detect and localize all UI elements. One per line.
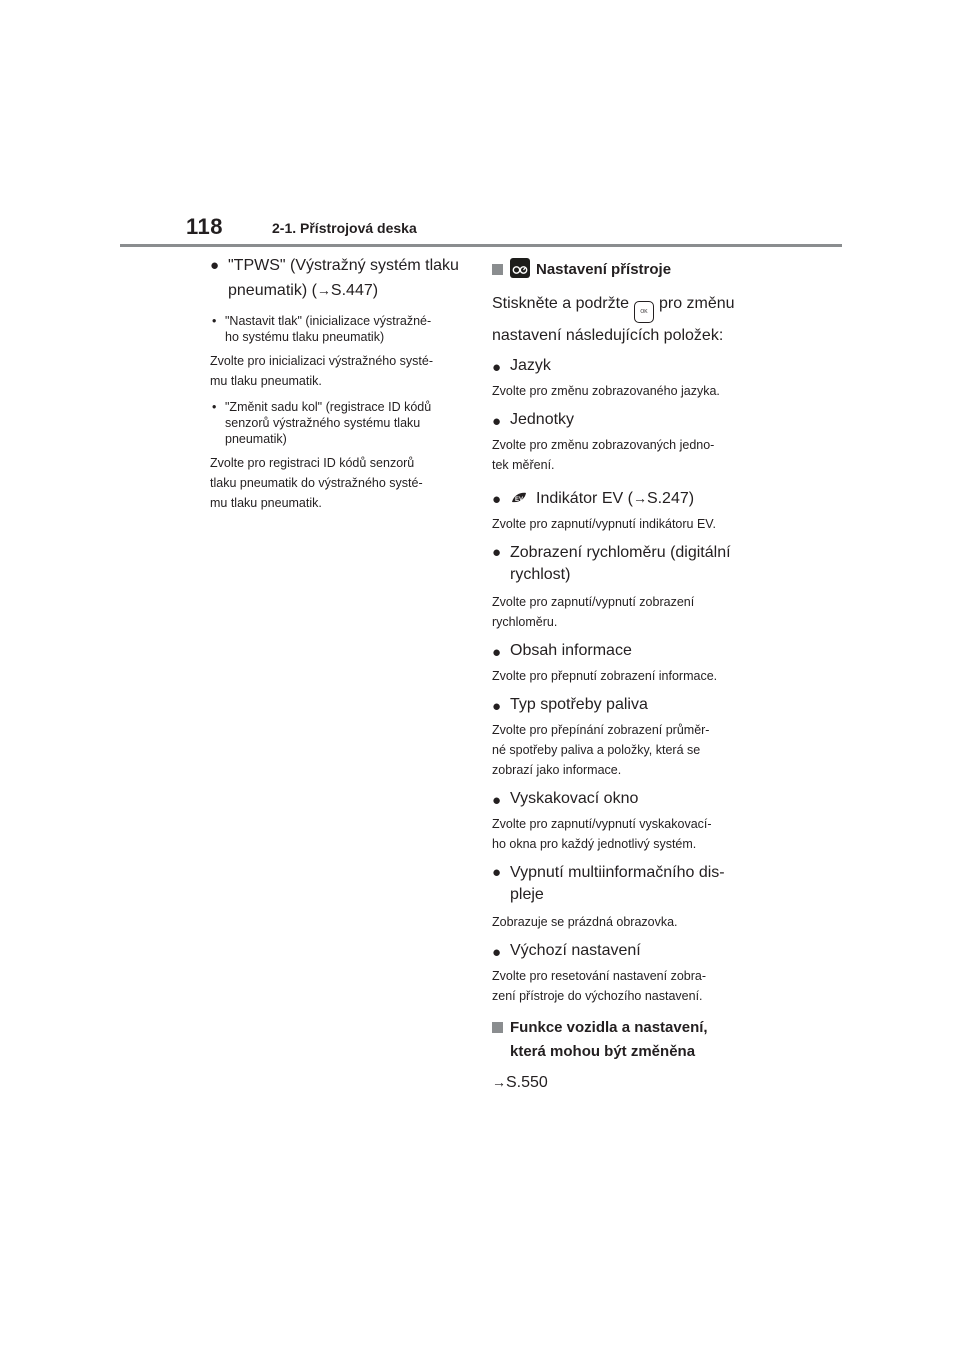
intro-text (492, 291, 754, 349)
desc2-line3: mu tlaku pneumatik. (210, 496, 322, 510)
left-column (210, 254, 468, 513)
bullet-tpws-line1: "TPWS" (Výstražný systém tlaku (228, 257, 459, 274)
heading2-line2: která mohou být změněna (510, 1043, 696, 1060)
heading2-line1: Funkce vozidla a nastavení, (510, 1019, 708, 1036)
bullet-dot-icon: ● (492, 792, 502, 809)
item-rychlomer-desc-line2: rychloměru. (492, 615, 558, 629)
sub1-line1: "Nastavit tlak" (inicializace výstražné- (225, 314, 432, 328)
arrow-right-icon: → (492, 1074, 506, 1090)
item-jednotky-desc-line1: Zvolte pro změnu zobrazovaných jedno- (492, 438, 715, 452)
item-obsah-title: Obsah informace (510, 642, 632, 659)
final-page-ref (492, 1070, 754, 1095)
sub-item-zmenit-sadu-kol (210, 399, 468, 447)
item-zobrazeni-rychlomeru (492, 542, 754, 586)
item-jednotky (492, 407, 754, 433)
arrow-right-icon: → (632, 490, 647, 506)
item-obsah-informace (492, 638, 754, 664)
desc-nastavit-tlak (210, 351, 468, 391)
item-okno-title: Vyskakovací okno (510, 790, 639, 807)
sub-bullet-icon: • (212, 314, 217, 328)
right-column (492, 254, 754, 1095)
intro-line2: nastavení následujících položek: (492, 327, 724, 344)
square-bullet-icon (492, 1022, 503, 1033)
item-rychlomer-desc-line1: Zvolte pro zapnutí/vypnutí zobrazení (492, 595, 695, 609)
bullet-dot-icon: ● (492, 864, 502, 881)
item-jednotky-desc (492, 435, 754, 475)
item-jednotky-desc-line2: tek měření. (492, 458, 555, 472)
item-vyskakovaci-okno (492, 786, 754, 812)
bullet-dot-icon: ● (492, 544, 502, 561)
bullet-dot-icon: ● (492, 413, 502, 430)
heading1-text: Nastavení přístroje (536, 261, 672, 278)
heading-nastaveni-pristroje (492, 258, 754, 281)
desc2-line2: tlaku pneumatik do výstražného systé- (210, 476, 423, 490)
item-jazyk (492, 353, 754, 379)
item-spotreba-desc-line2: né spotřeby paliva a položky, která se (492, 743, 701, 757)
item-displej-desc-line1: Zobrazuje se prázdná obrazovka. (492, 915, 678, 929)
item-vypnuti-displeje (492, 862, 754, 906)
sub2-line1: "Změnit sadu kol" (registrace ID kódů (225, 400, 432, 414)
svg-text:EV: EV (515, 497, 524, 503)
desc-zmenit-sadu-kol (210, 453, 468, 513)
item-rychlomer-desc (492, 592, 754, 632)
item-rychlomer-title-line2: rychlost) (510, 566, 571, 583)
final-ref-link[interactable]: S.550 (506, 1074, 548, 1091)
sub-bullet-icon: • (212, 400, 217, 414)
intro-pre: Stiskněte a podržte (492, 295, 629, 312)
item-displej-desc (492, 912, 754, 932)
section-title: 2-1. Přístrojová deska (272, 220, 417, 236)
item-okno-desc-line1: Zvolte pro zapnutí/vypnutí vyskakovací- (492, 817, 712, 831)
item-vychozi-nastaveni (492, 938, 754, 964)
item-jazyk-desc-line1: Zvolte pro změnu zobrazovaného jazyka. (492, 384, 720, 398)
item-displej-title-line1: Vypnutí multiinformačního dis- (510, 864, 725, 881)
bullet-tpws-line2: pneumatik) ( (228, 282, 317, 299)
sub-item-nastavit-tlak (210, 313, 468, 345)
tpws-page-ref[interactable]: S.447) (330, 282, 379, 299)
item-spotreba-desc-line3: zobrazí jako informace. (492, 763, 622, 777)
item-jazyk-desc (492, 381, 754, 401)
item-obsah-desc-line1: Zvolte pro přepnutí zobrazení informace. (492, 669, 718, 683)
item-vychozi-title: Výchozí nastavení (510, 942, 641, 959)
bullet-dot-icon: ● (492, 698, 502, 715)
sub2-line3: pneumatik) (225, 432, 287, 446)
item-ev-title: Indikátor EV ( (536, 490, 633, 507)
bullet-dot-icon: ● (210, 257, 220, 274)
desc1-line1: Zvolte pro inicializaci výstražného systé- (210, 354, 433, 368)
item-vychozi-desc-line1: Zvolte pro resetování nastavení zobra- (492, 969, 707, 983)
sub2-line2: senzorů výstražného systému tlaku (225, 416, 421, 430)
ok-icon-label: OK (640, 309, 648, 315)
item-spotreba-desc-line1: Zvolte pro přepínání zobrazení průměr- (492, 723, 710, 737)
item-typ-spotreby (492, 692, 754, 718)
desc1-line2: mu tlaku pneumatik. (210, 374, 322, 388)
item-obsah-desc (492, 666, 754, 686)
item-rychlomer-title-line1: Zobrazení rychloměru (digitální (510, 544, 731, 561)
item-indikator-ev (492, 485, 754, 512)
intro-post: pro změnu (658, 295, 735, 312)
item-spotreba-title: Typ spotřeby paliva (510, 696, 648, 713)
bullet-tpws (210, 254, 468, 303)
desc2-line1: Zvolte pro registraci ID kódů senzorů (210, 456, 415, 470)
item-vychozi-desc (492, 966, 754, 1006)
arrow-right-icon: → (316, 282, 331, 298)
item-ev-desc (492, 514, 754, 534)
item-okno-desc-line2: ho okna pro každý jednotlivý systém. (492, 837, 697, 851)
item-jazyk-title: Jazyk (510, 357, 551, 374)
bullet-dot-icon: ● (492, 644, 502, 661)
header-divider (120, 244, 842, 247)
item-jednotky-title: Jednotky (510, 411, 575, 428)
item-spotreba-desc (492, 720, 754, 780)
ok-button-icon (634, 301, 654, 323)
bullet-dot-icon: ● (492, 944, 502, 961)
heading-funkce-vozidla (492, 1016, 754, 1064)
page-number: 118 (186, 214, 223, 239)
item-ev-desc-line1: Zvolte pro zapnutí/vypnutí indikátoru EV. (492, 517, 716, 531)
ev-page-ref[interactable]: S.247) (646, 490, 695, 507)
ev-indicator-icon (510, 488, 528, 502)
sub1-line2: ho systému tlaku pneumatik) (225, 330, 385, 344)
item-displej-title-line2: pleje (510, 886, 544, 903)
square-bullet-icon (492, 264, 503, 275)
item-vychozi-desc-line2: zení přístroje do výchozího nastavení. (492, 989, 703, 1003)
bullet-dot-icon: ● (492, 359, 502, 376)
item-okno-desc (492, 814, 754, 854)
meter-settings-icon (510, 258, 530, 278)
bullet-dot-icon: ● (492, 491, 502, 508)
